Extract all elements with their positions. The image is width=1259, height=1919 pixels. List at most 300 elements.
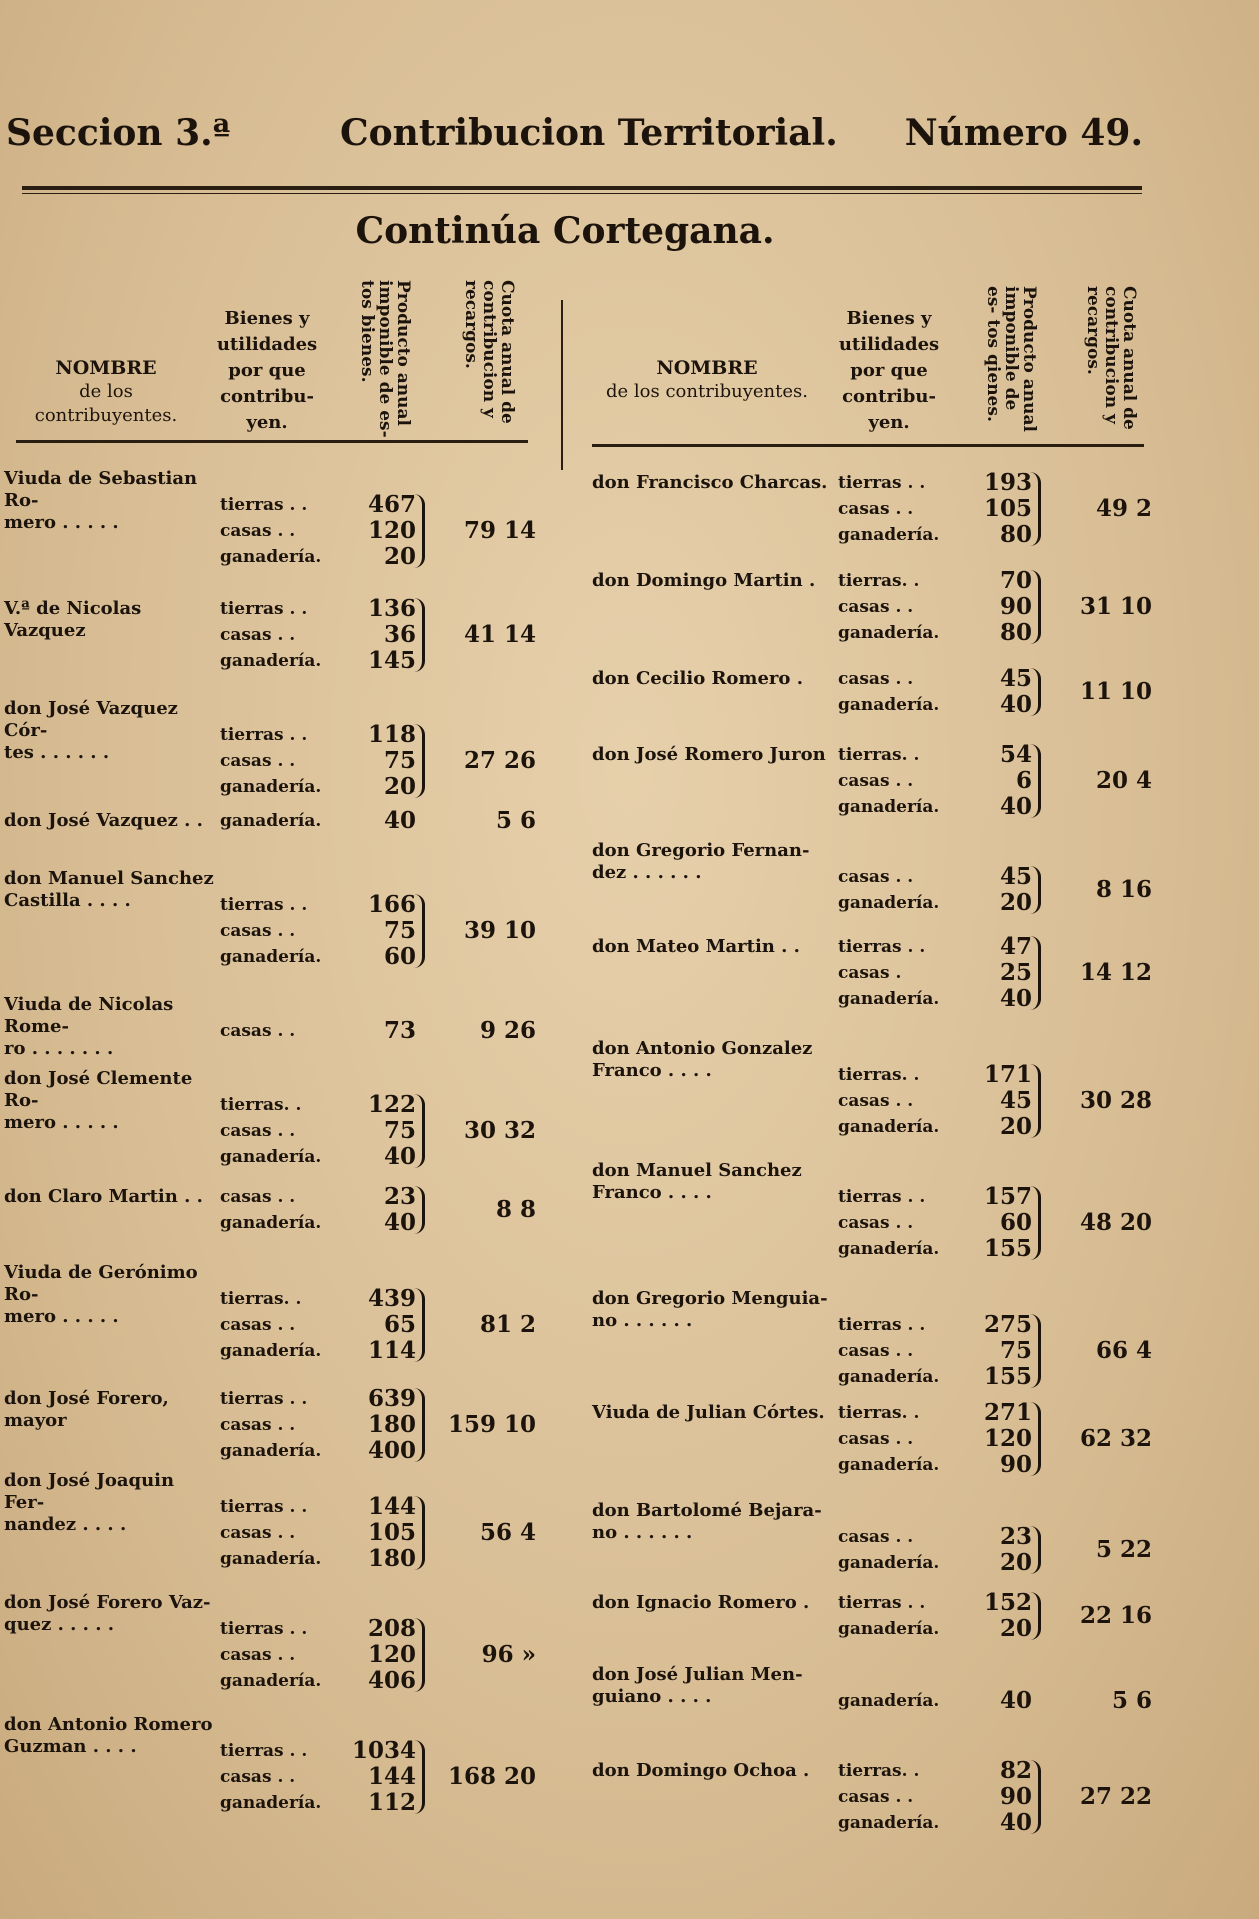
annual-product-value: 75 (383, 747, 416, 774)
annual-product-value: 144 (367, 1763, 416, 1790)
contributor-name: Viuda de Sebastian Ro- mero . . . . . (4, 468, 198, 533)
property-types (220, 1260, 330, 1364)
property-types (220, 696, 330, 800)
annual-quota: 14 12 (1079, 959, 1152, 986)
property-type: tierras . . (838, 1187, 926, 1207)
property-type: tierras. . (838, 1761, 920, 1781)
annual-product-values (330, 992, 416, 1044)
contributor-name: Viuda de Gerónimo Ro- mero . . . . . (4, 1262, 198, 1327)
annual-product-value: 120 (983, 1425, 1032, 1452)
annual-product-values (946, 666, 1032, 718)
contributor-name: don Gregorio Fernan- dez . . . . . . (592, 840, 810, 883)
annual-quota: 41 14 (463, 621, 536, 648)
grouping-brace (414, 1388, 425, 1462)
annual-product-values (946, 934, 1032, 1012)
annual-quota: 96 » (481, 1641, 536, 1668)
grouping-brace (1030, 1526, 1041, 1574)
annual-product-value: 40 (383, 1209, 416, 1236)
right-header-cuota: Cuota anual de contribucion y recargos. (1083, 286, 1139, 430)
grouping-brace (414, 494, 425, 568)
property-type: ganadería. (838, 1691, 940, 1711)
property-type (220, 1066, 330, 1092)
property-type: casas . . (220, 1187, 296, 1207)
annual-product-value (330, 466, 416, 492)
annual-product-values (330, 1386, 416, 1464)
annual-product-value: 40 (383, 1143, 416, 1170)
property-type: casas . . (838, 867, 914, 887)
contributor-name: don Manuel Sanchez Franco . . . . (592, 1160, 802, 1203)
annual-product-values (946, 1158, 1032, 1262)
annual-product-values (946, 568, 1032, 646)
nombre-sub-label: de los contribuyentes. (34, 381, 178, 426)
annual-product-values (330, 1712, 416, 1816)
grouping-brace (1030, 1760, 1041, 1834)
property-type: ganadería. (220, 1341, 322, 1361)
annual-product-value: 20 (999, 1549, 1032, 1576)
contributor-name: don José Vazquez . . (4, 810, 203, 831)
annual-product-value: 157 (983, 1183, 1032, 1210)
grouping-brace (414, 1186, 425, 1234)
property-type: tierras . . (220, 495, 308, 515)
annual-product-value: 65 (383, 1311, 416, 1338)
annual-product-value: 45 (999, 863, 1032, 890)
property-type: ganadería. (220, 1793, 322, 1813)
annual-product-value: 75 (383, 1117, 416, 1144)
property-type: tierras . . (838, 1593, 926, 1613)
property-type: tierras . . (220, 1619, 308, 1639)
property-type: ganadería. (838, 1117, 940, 1137)
annual-quota: 22 16 (1079, 1602, 1152, 1629)
page-title: Contribucion Territorial. (340, 112, 838, 154)
contributor-name: don Ignacio Romero . (592, 1592, 810, 1613)
left-header-rule (16, 440, 528, 443)
annual-product-value: 467 (367, 491, 416, 518)
right-header-rule (592, 444, 1144, 447)
annual-product-values (330, 808, 416, 834)
property-type: ganadería. (838, 1619, 940, 1639)
contributor-name: don Antonio Romero Guzman . . . . (4, 1714, 213, 1757)
grouping-brace (1030, 744, 1041, 818)
property-types (838, 1498, 948, 1576)
contributor-name: don Mateo Martin . . (592, 936, 800, 957)
property-type: tierras . . (220, 599, 308, 619)
property-type: ganadería. (220, 547, 322, 567)
annual-quota: 66 4 (1095, 1337, 1152, 1364)
annual-product-value: 20 (383, 773, 416, 800)
annual-product-value: 80 (999, 619, 1032, 646)
property-type (220, 992, 330, 1018)
annual-quota: 31 10 (1079, 593, 1152, 620)
contributor-name: don Francisco Charcas. (592, 472, 828, 493)
annual-product-value (946, 1662, 1032, 1688)
annual-product-value: 155 (983, 1363, 1032, 1390)
annual-product-values (330, 1590, 416, 1694)
property-type (220, 1260, 330, 1286)
property-types (220, 1386, 330, 1464)
property-type: tierras . . (220, 895, 308, 915)
property-type: casas . . (838, 1213, 914, 1233)
annual-product-values (946, 1036, 1032, 1140)
property-type: tierras . . (220, 1741, 308, 1761)
property-type: casas . . (220, 1415, 296, 1435)
annual-product-value: 20 (383, 543, 416, 570)
contributor-name: don Bartolomé Bejara- no . . . . . . (592, 1500, 822, 1543)
property-types (838, 1286, 948, 1390)
property-type: ganadería. (220, 651, 322, 671)
property-type: tierras. . (838, 1065, 920, 1085)
annual-product-value: 114 (367, 1337, 416, 1364)
annual-product-values (946, 838, 1032, 916)
annual-product-values (330, 696, 416, 800)
property-types (220, 466, 330, 570)
contributor-name: don Domingo Martin . (592, 570, 816, 591)
right-header-nombre (594, 356, 820, 404)
annual-product-value (946, 838, 1032, 864)
property-type: tierras. . (220, 1095, 302, 1115)
annual-product-value: 20 (999, 889, 1032, 916)
property-type: ganadería. (838, 695, 940, 715)
property-types (838, 934, 948, 1012)
annual-quota: 8 8 (495, 1196, 536, 1223)
contributor-name: don Domingo Ochoa . (592, 1760, 810, 1781)
property-types (838, 1400, 948, 1478)
property-type: casas . . (838, 597, 914, 617)
annual-product-value: 112 (367, 1789, 416, 1816)
header-rule-thin (22, 193, 1142, 194)
annual-product-value (330, 1260, 416, 1286)
annual-product-value: 105 (367, 1519, 416, 1546)
annual-product-values (330, 1260, 416, 1364)
annual-product-value (330, 1066, 416, 1092)
property-type (838, 838, 948, 864)
annual-product-value (946, 1158, 1032, 1184)
left-header-producto: Producto anual imponible de es- tos bienes. (357, 280, 413, 438)
annual-product-value: 40 (383, 807, 416, 834)
annual-product-values (330, 1468, 416, 1572)
right-header-bienes: Bienes y utilidades por que contribu- yen. (838, 308, 940, 433)
contributor-name: don Claro Martin . . (4, 1186, 203, 1207)
property-type: casas . . (220, 751, 296, 771)
property-type: tierras . . (838, 1315, 926, 1335)
property-types (838, 1758, 948, 1836)
property-type (838, 1286, 948, 1312)
property-types (838, 1662, 948, 1714)
annual-product-value: 23 (383, 1183, 416, 1210)
property-type (220, 466, 330, 492)
annual-quota: 8 16 (1095, 876, 1152, 903)
annual-product-value (330, 866, 416, 892)
property-type: tierras . . (220, 1389, 308, 1409)
annual-product-value: 45 (999, 1087, 1032, 1114)
property-types (838, 568, 948, 646)
annual-product-value: 105 (983, 495, 1032, 522)
contributor-name: don José Clemente Ro- mero . . . . . (4, 1068, 193, 1133)
contributor-name: V.ª de Nicolas Vazquez (4, 598, 142, 641)
property-type (220, 696, 330, 722)
annual-product-values (330, 1066, 416, 1170)
grouping-brace (1030, 866, 1041, 914)
annual-quota: 79 14 (463, 517, 536, 544)
annual-product-value: 90 (999, 593, 1032, 620)
annual-product-value (330, 696, 416, 722)
annual-product-value: 193 (983, 469, 1032, 496)
annual-product-value: 120 (367, 1641, 416, 1668)
property-type: tierras . . (838, 473, 926, 493)
contributor-name: don José Vazquez Cór- tes . . . . . . (4, 698, 178, 763)
annual-product-values (330, 866, 416, 970)
annual-product-values (946, 470, 1032, 548)
annual-product-value (330, 1712, 416, 1738)
annual-quota: 9 26 (479, 1017, 536, 1044)
grouping-brace (414, 894, 425, 968)
annual-product-value: 45 (999, 665, 1032, 692)
property-types (220, 596, 330, 674)
property-types (838, 1590, 948, 1642)
section-label: Seccion 3.ª (6, 112, 231, 154)
grouping-brace (414, 1288, 425, 1362)
property-type: ganadería. (838, 1239, 940, 1259)
annual-quota: 62 32 (1079, 1425, 1152, 1452)
property-type: ganadería. (838, 989, 940, 1009)
property-type: ganadería. (838, 623, 940, 643)
property-type: casas . . (838, 1341, 914, 1361)
annual-product-value: 75 (999, 1337, 1032, 1364)
nombre-label: NOMBRE (55, 357, 157, 379)
annual-quota: 56 4 (479, 1519, 536, 1546)
annual-quota: 5 6 (1111, 1687, 1152, 1714)
annual-quota: 39 10 (463, 917, 536, 944)
property-type: casas . . (838, 669, 914, 689)
annual-product-value: 40 (999, 1809, 1032, 1836)
annual-quota: 27 26 (463, 747, 536, 774)
contributor-name: don José Forero Vaz- quez . . . . . (4, 1592, 211, 1635)
property-type: casas . . (220, 1523, 296, 1543)
annual-product-value: 40 (999, 793, 1032, 820)
annual-product-value: 406 (367, 1667, 416, 1694)
annual-product-values (946, 1286, 1032, 1390)
property-type: casas . . (838, 1429, 914, 1449)
annual-product-value: 6 (1015, 767, 1032, 794)
annual-product-value: 275 (983, 1311, 1032, 1338)
nombre-sub-label-right: de los contribuyentes. (606, 381, 808, 402)
annual-product-value: 20 (999, 1615, 1032, 1642)
annual-product-value: 54 (999, 741, 1032, 768)
property-type: casas . . (838, 771, 914, 791)
property-type: casas . . (838, 499, 914, 519)
annual-product-value: 171 (983, 1061, 1032, 1088)
annual-product-values (946, 742, 1032, 820)
property-type: ganadería. (838, 1553, 940, 1573)
annual-quota: 30 32 (463, 1117, 536, 1144)
annual-product-value: 118 (367, 721, 416, 748)
annual-product-values (946, 1590, 1032, 1642)
contributor-name: Viuda de Julian Córtes. (592, 1402, 825, 1423)
annual-product-value: 180 (367, 1545, 416, 1572)
annual-product-value: 73 (383, 1017, 416, 1044)
annual-product-values (330, 466, 416, 570)
property-type: casas . . (838, 1527, 914, 1547)
property-type: ganadería. (838, 1813, 940, 1833)
property-types (220, 1066, 330, 1170)
property-types (220, 1468, 330, 1572)
property-type: ganadería. (220, 1213, 322, 1233)
property-type (838, 1158, 948, 1184)
annual-product-value: 122 (367, 1091, 416, 1118)
annual-product-value: 40 (999, 691, 1032, 718)
page-number: Número 49. (904, 112, 1143, 154)
property-type: ganadería. (838, 1455, 940, 1475)
property-types (220, 866, 330, 970)
property-type (838, 1036, 948, 1062)
grouping-brace (414, 1740, 425, 1814)
grouping-brace (1030, 1402, 1041, 1476)
left-header-cuota: Cuota anual de contribucion y recargos. (461, 280, 517, 424)
property-type (220, 1590, 330, 1616)
annual-product-value: 90 (999, 1783, 1032, 1810)
annual-product-value: 120 (367, 517, 416, 544)
annual-product-value: 25 (999, 959, 1032, 986)
page-header (0, 112, 1259, 162)
annual-product-values (946, 1662, 1032, 1714)
contributor-name: don José Joaquin Fer- nandez . . . . (4, 1470, 175, 1535)
property-type: casas . . (220, 921, 296, 941)
nombre-label-right: NOMBRE (656, 357, 758, 379)
property-type (220, 1712, 330, 1738)
header-rule (22, 186, 1142, 190)
contributor-name: don Manuel Sanchez Castilla . . . . (4, 868, 214, 911)
column-divider (561, 300, 563, 470)
property-type (220, 1468, 330, 1494)
document-subtitle: Continúa Cortegana. (355, 210, 775, 252)
grouping-brace (414, 1618, 425, 1692)
property-type (838, 1662, 948, 1688)
grouping-brace (1030, 1186, 1041, 1260)
property-type: tierras. . (838, 1403, 920, 1423)
left-header-nombre (6, 356, 206, 428)
grouping-brace (1030, 570, 1041, 644)
annual-product-value: 60 (999, 1209, 1032, 1236)
annual-quota: 27 22 (1079, 1783, 1152, 1810)
grouping-brace (1030, 1064, 1041, 1138)
property-type: casas . . (220, 1021, 296, 1041)
annual-product-value (946, 1498, 1032, 1524)
annual-product-values (330, 596, 416, 674)
annual-quota: 5 6 (495, 807, 536, 834)
property-type: casas . . (838, 1787, 914, 1807)
grouping-brace (414, 724, 425, 798)
property-types (838, 838, 948, 916)
property-types (220, 1590, 330, 1694)
grouping-brace (414, 598, 425, 672)
annual-product-value: 20 (999, 1113, 1032, 1140)
annual-product-value (330, 1468, 416, 1494)
annual-product-value (330, 1590, 416, 1616)
annual-quota: 48 20 (1079, 1209, 1152, 1236)
annual-quota: 11 10 (1079, 678, 1152, 705)
right-header-producto: Producto anual imponible de es- tos qienes. (983, 286, 1039, 432)
annual-product-value: 40 (999, 985, 1032, 1012)
annual-product-values (946, 1498, 1032, 1576)
property-type: ganadería. (220, 1549, 322, 1569)
property-types (838, 742, 948, 820)
annual-product-value: 40 (999, 1687, 1032, 1714)
property-type: tierras. . (838, 571, 920, 591)
annual-product-value: 75 (383, 917, 416, 944)
annual-product-value: 145 (367, 647, 416, 674)
property-type: ganadería. (220, 947, 322, 967)
property-types (220, 1184, 330, 1236)
annual-product-value: 80 (999, 521, 1032, 548)
property-type: casas . (838, 963, 902, 983)
annual-product-value: 208 (367, 1615, 416, 1642)
property-types (220, 992, 330, 1044)
annual-product-value: 136 (367, 595, 416, 622)
property-types (220, 808, 330, 834)
annual-product-values (946, 1758, 1032, 1836)
property-type: tierras . . (220, 1497, 308, 1517)
grouping-brace (414, 1496, 425, 1570)
left-header-bienes: Bienes y utilidades por que contribu- yen. (216, 308, 318, 433)
property-type: casas . . (220, 1645, 296, 1665)
annual-quota: 81 2 (479, 1311, 536, 1338)
contributor-name: don Cecilio Romero . (592, 668, 803, 689)
property-type (220, 866, 330, 892)
annual-product-value (330, 992, 416, 1018)
property-type: ganadería. (838, 1367, 940, 1387)
annual-product-value: 166 (367, 891, 416, 918)
annual-product-value: 70 (999, 567, 1032, 594)
property-type: tierras. . (220, 1289, 302, 1309)
annual-product-values (330, 1184, 416, 1236)
property-type: casas . . (220, 1315, 296, 1335)
grouping-brace (1030, 668, 1041, 716)
annual-product-value: 47 (999, 933, 1032, 960)
annual-product-value: 60 (383, 943, 416, 970)
annual-quota: 159 10 (447, 1411, 536, 1438)
property-type: casas . . (220, 521, 296, 541)
contributor-name: don José Forero, mayor (4, 1388, 169, 1431)
property-types (838, 666, 948, 718)
property-type: ganadería. (838, 525, 940, 545)
annual-product-value: 639 (367, 1385, 416, 1412)
contributor-name: don Antonio Gonzalez Franco . . . . (592, 1038, 813, 1081)
property-type: casas . . (220, 1121, 296, 1141)
property-type (838, 1498, 948, 1524)
property-type: ganadería. (220, 1671, 322, 1691)
property-type: casas . . (220, 625, 296, 645)
property-types (838, 1158, 948, 1262)
annual-quota: 30 28 (1079, 1087, 1152, 1114)
annual-product-value: 271 (983, 1399, 1032, 1426)
annual-product-value: 82 (999, 1757, 1032, 1784)
grouping-brace (1030, 472, 1041, 546)
contributor-name: don José Julian Men- guiano . . . . (592, 1664, 803, 1707)
annual-product-value: 180 (367, 1411, 416, 1438)
annual-product-value (946, 1286, 1032, 1312)
annual-product-value: 36 (383, 621, 416, 648)
annual-quota: 168 20 (447, 1763, 536, 1790)
annual-product-value: 23 (999, 1523, 1032, 1550)
property-type: casas . . (838, 1091, 914, 1111)
contributor-name: don José Romero Juron (592, 744, 826, 765)
property-types (838, 470, 948, 548)
annual-product-value: 90 (999, 1451, 1032, 1478)
property-type: ganadería. (220, 777, 322, 797)
property-type: ganadería. (220, 811, 322, 831)
contributor-name: don Gregorio Menguia- no . . . . . . (592, 1288, 828, 1331)
annual-product-value: 439 (367, 1285, 416, 1312)
annual-product-values (946, 1400, 1032, 1478)
